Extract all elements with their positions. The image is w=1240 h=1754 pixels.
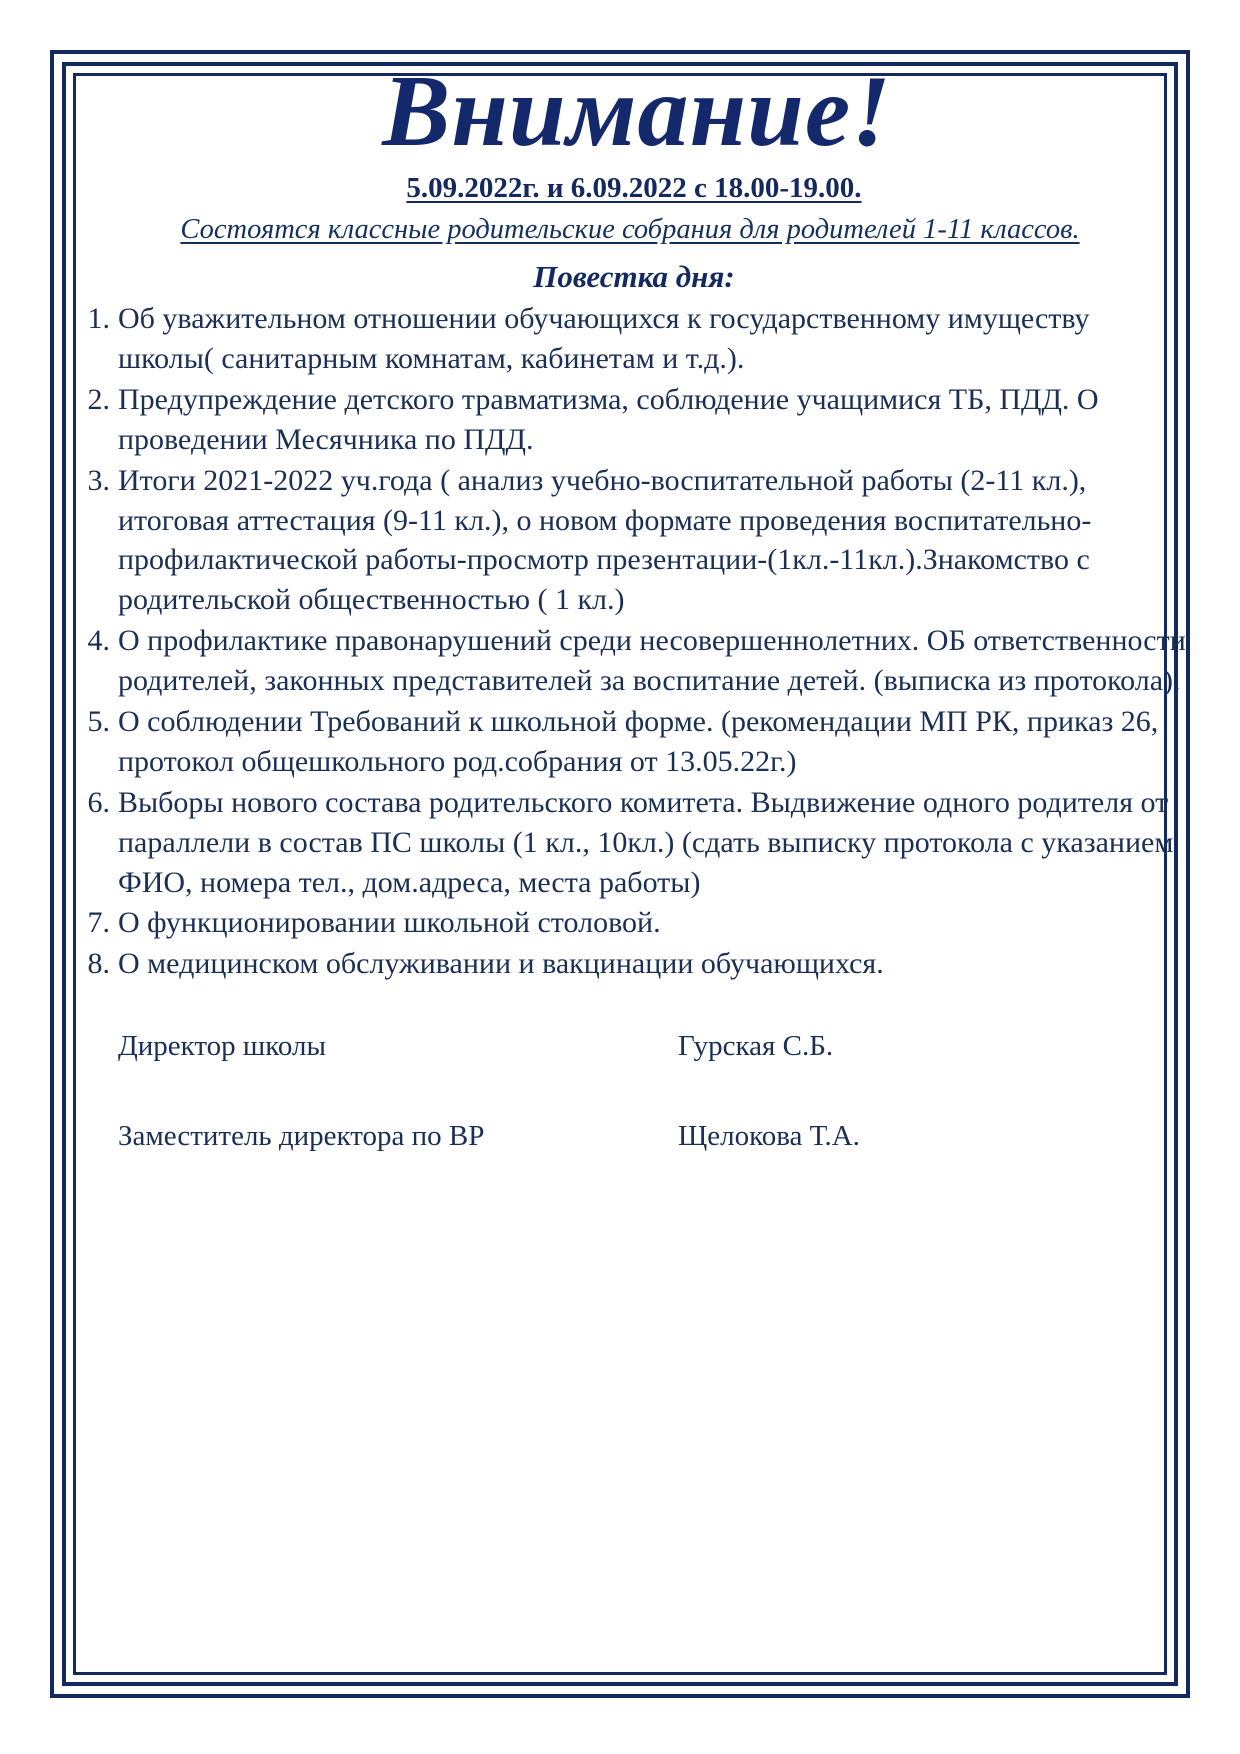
agenda-item-number: 2. — [87, 382, 110, 416]
poster-content — [76, 55, 1192, 1744]
agenda-item-number: 7. — [87, 906, 110, 940]
agenda-item-text: О медицинском обслуживании и вакцинации обучающихся. — [118, 947, 884, 981]
agenda-item-text: Итоги 2021-2022 уч.года ( анализ учебно-воспитательной работы (2-11 кл.), итоговая аттестация (9-11 кл.), о новом формате проведения воспитательно-профилактической работы-просмотр презентации-(1кл.-11кл.).Знакомство с родительской общественностью ( 1 кл.) — [118, 463, 1092, 617]
agenda-item-number: 6. — [87, 785, 110, 819]
agenda-heading: Повестка дня: — [533, 258, 735, 294]
agenda-item-text: Выборы нового состава родительского комитета. Выдвижение одного родителя от параллели в состав ПС школы (1 кл., 10кл.) (сдать выписку протокола с указанием ФИО, номера тел., дом.адреса, места работы) — [118, 785, 1174, 899]
agenda-item-number: 4. — [87, 624, 110, 658]
agenda-item-number: 3. — [87, 463, 110, 497]
meeting-datetime: 5.09.2022г. и 6.09.2022 с 18.00-19.00. — [406, 172, 862, 205]
agenda-list — [76, 299, 1192, 984]
agenda-item — [76, 461, 1192, 621]
agenda-item-text: О соблюдении Требований к школьной форме. (рекомендации МП РК, приказ 26, протокол общешкольного род.собрания от 13.05.22г.) — [118, 704, 1159, 778]
agenda-item-text: Предупреждение детского травматизма, соблюдение учащимися ТБ, ПДД. О проведении Месячника по ПДД. — [118, 382, 1099, 456]
agenda-item — [76, 299, 1192, 379]
agenda-item — [76, 903, 1192, 943]
agenda-item — [76, 944, 1192, 984]
signature-row — [118, 1118, 1192, 1156]
agenda-item — [76, 783, 1192, 903]
agenda-item-text: Об уважительном отношении обучающихся к государственному имуществу школы( санитарным комнатам, кабинетам и т.д.). — [118, 302, 1090, 375]
signature-name: Щелокова Т.А. — [678, 1119, 860, 1152]
signature-row — [118, 1028, 1192, 1066]
meeting-subtitle: Состоятся классные родительские собрания для родителей 1-11 классов. — [180, 214, 1080, 246]
agenda-item-text: О профилактике правонарушений среди несовершеннолетних. ОБ ответственности родителей, законных представителей за воспитание детей. (выписка из протокола). — [118, 624, 1186, 698]
agenda-item — [76, 621, 1192, 701]
agenda-item-number: 5. — [87, 704, 110, 738]
page-title: Внимание! — [382, 55, 892, 168]
signature-role: Заместитель директора по ВР — [118, 1119, 485, 1152]
agenda-item-number: 1. — [87, 302, 110, 336]
agenda-item — [76, 702, 1192, 782]
agenda-item-number: 8. — [87, 947, 110, 981]
signature-block — [76, 1028, 1192, 1155]
signature-role: Директор школы — [118, 1030, 326, 1063]
agenda-item-text: О функционировании школьной столовой. — [118, 906, 661, 940]
agenda-item — [76, 380, 1192, 460]
signature-name: Гурская С.Б. — [678, 1030, 834, 1063]
